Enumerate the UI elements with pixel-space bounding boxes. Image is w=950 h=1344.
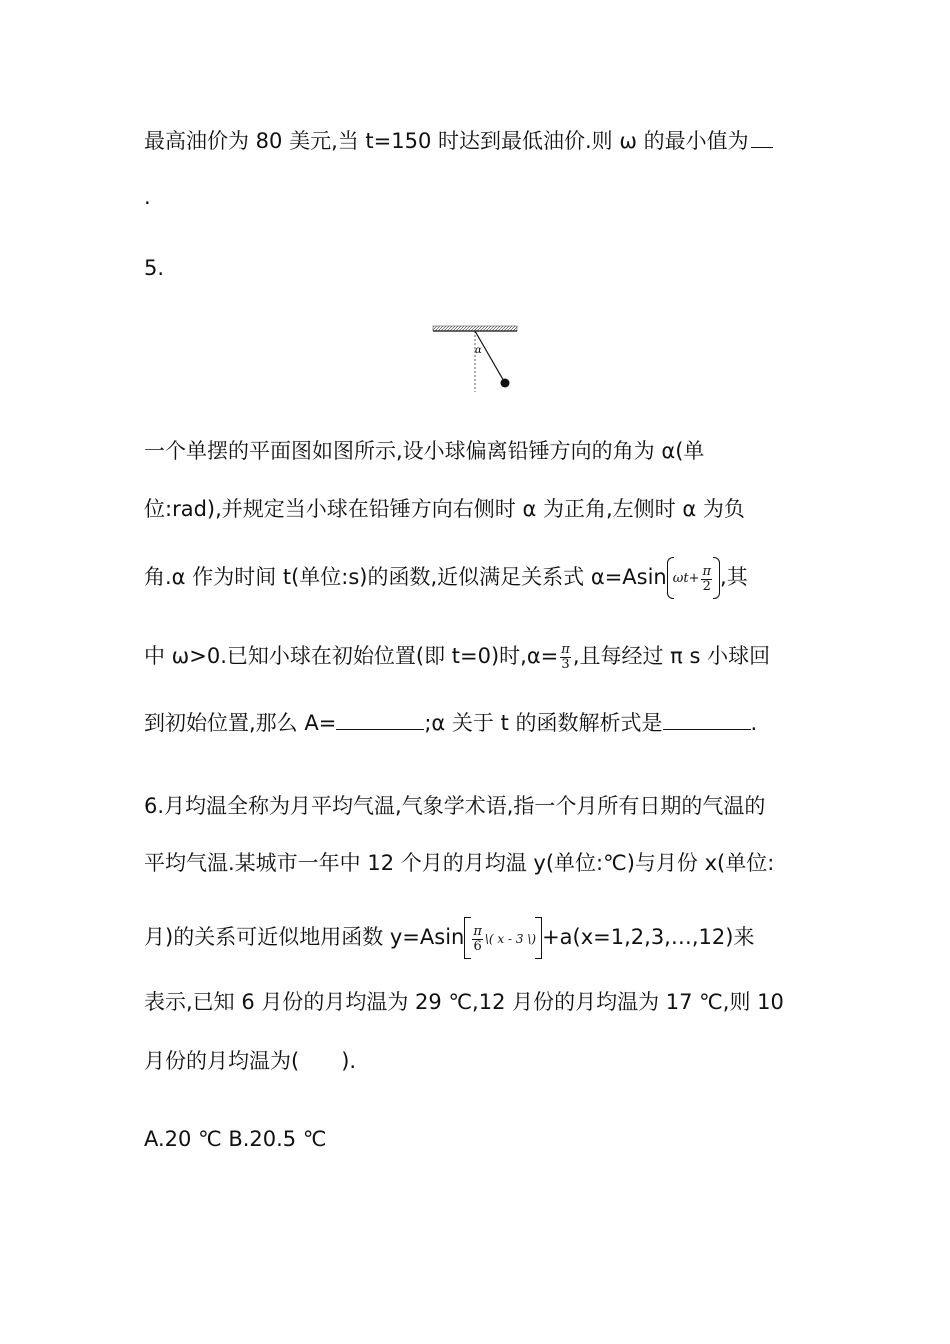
pendulum-ball [501,379,510,388]
omega-t-term: ωt+ [672,571,700,586]
pendulum-figure [425,320,525,396]
answer-blank-omega [751,145,773,148]
question-number-5 [144,253,164,283]
oil-price-text: 最高油价为 80 美元,当 t=150 时达到最低油价.则 ω 的最小值为 [144,129,749,153]
p5-text-4a: 中 ω>0.已知小球在初始位置(即 t=0)时,α= [144,644,559,668]
p6-line-1 [144,791,765,821]
angle-label: α [475,345,482,356]
p6-line-3 [144,917,754,959]
period-mark: . [144,185,151,209]
p5-text-3a: 角.α 作为时间 t(单位:s)的函数,近似满足关系式 α=Asin [144,565,667,589]
fraction-pi-over-2: $\frac{\pi}{2}$ [702,563,712,594]
text-line-1 [144,126,773,156]
p5-text-5a: 到初始位置,那么 A= [144,711,337,735]
p6-line-4 [144,987,784,1017]
fraction-pi-over-6: $\frac{\pi}{6}$ [473,923,482,954]
answer-blank-A [336,727,424,730]
p6-text-2: 平均气温.某城市一年中 12 个月的月均温 y(单位:℃)与月份 x(单位: [144,851,775,875]
p6-text-3b: +a(x=1,2,3,…,12)来 [542,925,755,949]
pendulum-string [475,331,505,383]
p6-line-2 [144,848,774,878]
formula-bracket-x [464,917,542,959]
fraction-pi-over-3: $\frac{\pi}{3}$ [561,641,570,672]
p5-text-3b: ,其 [720,565,748,589]
p5-line-5 [144,708,757,738]
text-line-1-end [144,182,151,212]
formula-paren-omega [667,557,720,599]
p5-line-4 [144,641,770,672]
p5-text-2: 位:rad),并规定当小球在铅锤方向右侧时 α 为正角,左侧时 α 为负 [144,497,745,521]
p5-text-1: 一个单摆的平面图如图所示,设小球偏离铅锤方向的角为 α(单 [144,439,705,463]
answer-options: A.20 ℃ B.20.5 ℃ [144,1127,327,1151]
p5-text-5b: ;α 关于 t 的函数解析式是 [424,711,663,735]
p5-line-1 [144,436,704,466]
p5-line-2 [144,494,745,524]
p5-text-4b: ,且每经过 π s 小球回 [572,644,771,668]
p5-text-5c: . [750,711,758,735]
options-line [144,1124,326,1154]
ceiling-hatch [433,326,517,331]
p6-line-5 [144,1046,356,1076]
p6-text-4: 表示,已知 6 月份的月均温为 29 ℃,12 月份的月均温为 17 ℃,则 10 [144,990,784,1014]
x-minus-3-term: \( x - 3 \) [484,932,537,946]
answer-blank-expression [663,727,751,730]
p6-text-1: 6.月均温全称为月平均气温,气象学术语,指一个月所有日期的气温的 [144,794,766,818]
p5-line-3 [144,557,748,599]
question-5-label: 5. [144,256,165,280]
p6-text-5: 月份的月均温为( ). [144,1049,357,1073]
p6-text-3a: 月)的关系可近似地用函数 y=Asin [144,925,465,949]
